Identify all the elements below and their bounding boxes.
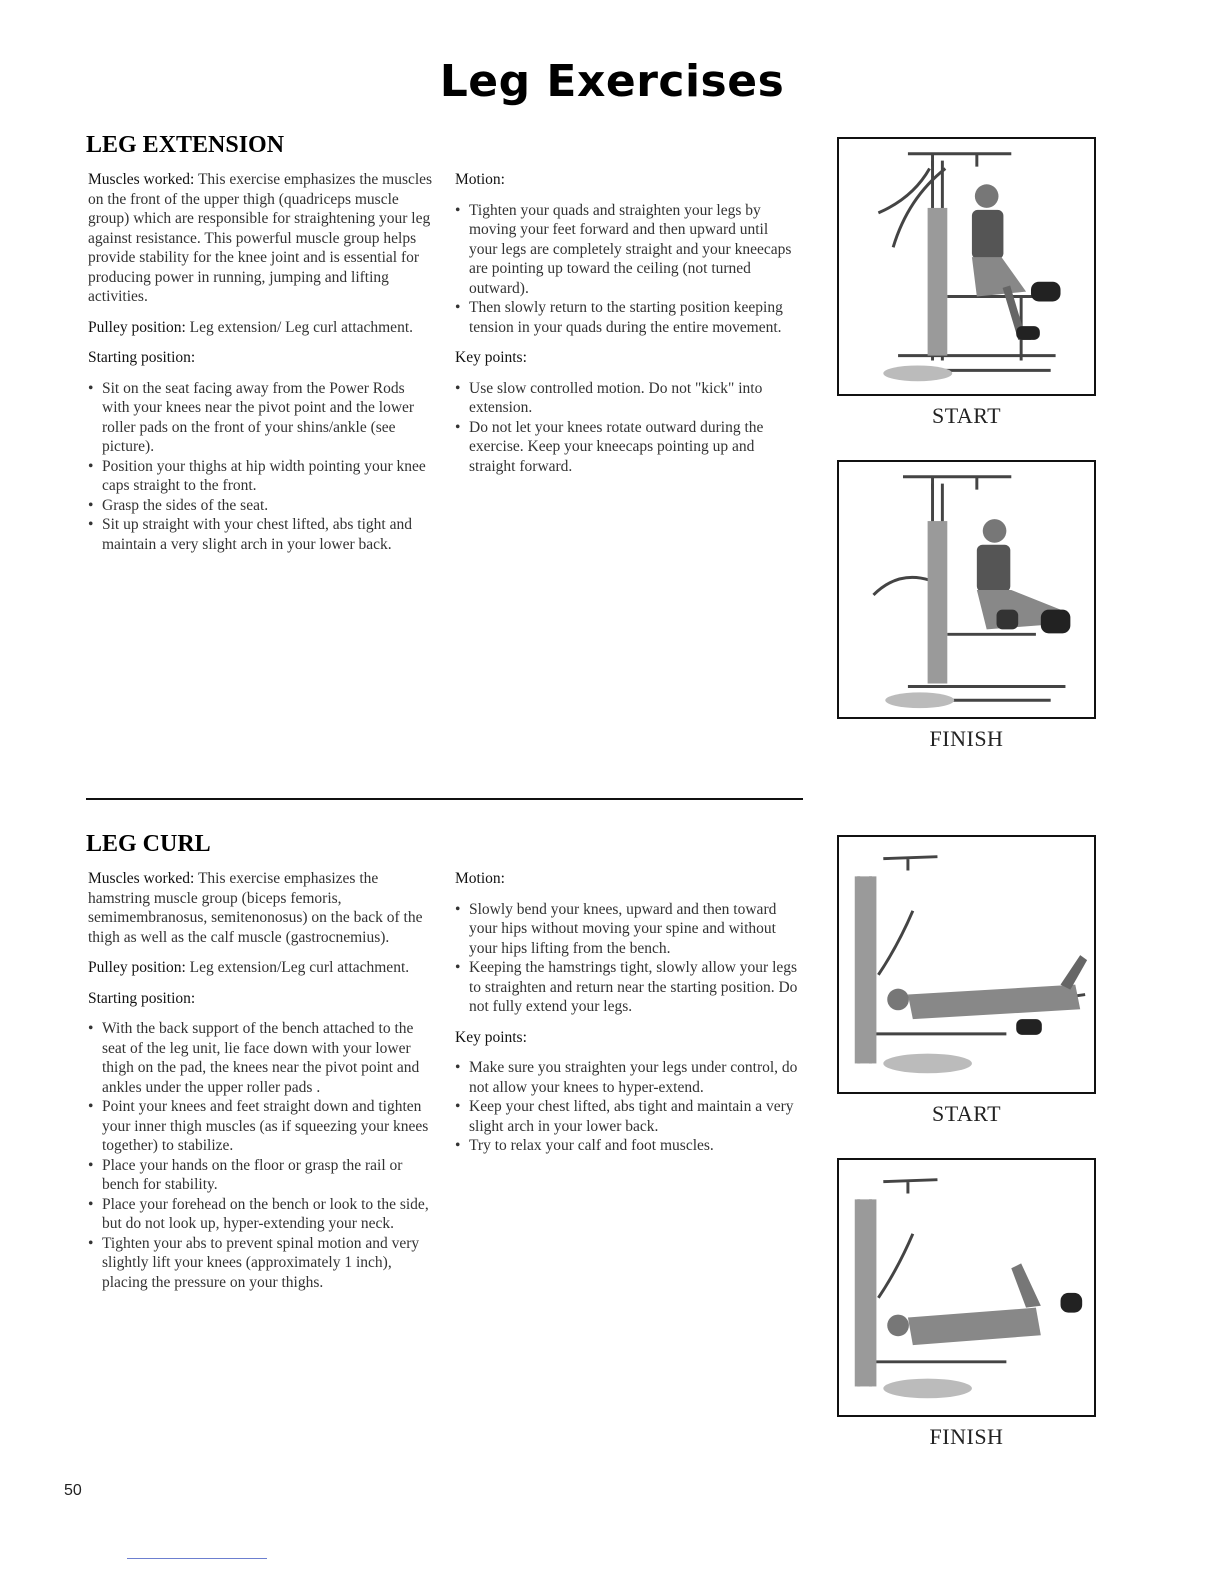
list-item: • Place your forehead on the bench or look to the side, but do not look up, hyper-extending your neck.	[88, 1195, 433, 1234]
muscles-worked-text: This exercise emphasizes the muscles on the front of the upper thigh (quadriceps muscle group) which are responsible for straightening your leg against resistance. This powerful muscle group helps provide stability for the knee joint and is essential for producing power in running, jumping and lifting activities.	[88, 171, 433, 305]
muscles-worked-text: This exercise emphasizes the hamstring muscle group (biceps femoris, semimembranosus, semitenonosus) on the back of the thigh as well as the calf muscle (gastrocnemius).	[88, 870, 423, 946]
pulley-position-text: Leg extension/ Leg curl attachment.	[189, 318, 413, 336]
leg-extension-finish-illustration	[839, 462, 1094, 717]
leg-extension-start-caption: START	[931, 403, 1002, 428]
footer-rule	[127, 1558, 267, 1559]
list-item: • Position your thighs at hip width pointing your knee caps straight to the front.	[88, 457, 433, 496]
starting-position-label: Starting position:	[88, 349, 196, 366]
section-divider	[86, 798, 803, 800]
page-title: Leg Exercises	[439, 56, 785, 107]
motion-label: Motion:	[455, 171, 505, 188]
list-item: • Sit on the seat facing away from the Power Rods with your knees near the pivot point and the lower roller pads on the front of your shins/ankle (see picture).	[88, 379, 433, 457]
list-item: • Keep your chest lifted, abs tight and maintain a very slight arch in your lower back.	[455, 1097, 800, 1136]
leg-extension-left-column	[88, 170, 433, 565]
list-item: • Sit up straight with your chest lifted, abs tight and maintain a very slight arch in your lower back.	[88, 515, 433, 554]
leg-curl-finish-caption: FINISH	[929, 1424, 1004, 1449]
pulley-position-paragraph	[88, 958, 433, 978]
leg-curl-start-caption: START	[931, 1101, 1002, 1126]
muscles-worked-label: Muscles worked:	[88, 870, 195, 887]
leg-curl-start-image	[837, 835, 1096, 1094]
pulley-position-text: Leg extension/Leg curl attachment.	[189, 959, 410, 976]
key-points-list	[455, 379, 800, 477]
key-points-list	[455, 1058, 800, 1156]
list-item: • With the back support of the bench attached to the seat of the leg unit, lie face down with your lower thigh on the pad, the knees near the pivot point and ankles under the upper roller pads .	[88, 1019, 433, 1097]
key-points-label: Key points:	[455, 1028, 527, 1046]
list-item: • Place your hands on the floor or grasp the rail or bench for stability.	[88, 1156, 433, 1195]
list-item: • Tighten your quads and straighten your legs by moving your feet forward and then upward until your legs are completely straight and your kneecaps are pointing up toward the ceiling (not turned outward).	[455, 201, 800, 299]
page-number: 50	[64, 1482, 82, 1499]
leg-extension-finish-caption: FINISH	[929, 726, 1004, 751]
list-item: • Then slowly return to the starting position keeping tension in your quads during the entire movement.	[455, 298, 800, 337]
starting-position-list	[88, 1019, 433, 1292]
list-item: • Make sure you straighten your legs under control, do not allow your knees to hyper-extend.	[455, 1058, 800, 1097]
list-item: • Keeping the hamstrings tight, slowly allow your legs to straighten and return near the starting position. Do not fully extend your legs.	[455, 958, 800, 1017]
leg-curl-start-illustration	[839, 837, 1094, 1092]
leg-curl-right-column	[455, 869, 800, 1167]
list-item: • Use slow controlled motion. Do not "kick" into extension.	[455, 379, 800, 418]
leg-curl-finish-image	[837, 1158, 1096, 1417]
starting-position-label: Starting position:	[88, 989, 196, 1007]
leg-extension-start-image	[837, 137, 1096, 396]
pulley-position-paragraph	[88, 318, 433, 338]
leg-extension-title: LEG EXTENSION	[86, 132, 285, 158]
motion-label: Motion:	[455, 870, 505, 887]
leg-curl-left-column	[88, 869, 433, 1303]
muscles-worked-label: Muscles worked:	[88, 171, 195, 188]
leg-extension-finish-image	[837, 460, 1096, 719]
motion-list	[455, 201, 800, 338]
leg-curl-finish-illustration	[839, 1160, 1094, 1415]
list-item: • Point your knees and feet straight down and tighten your inner thigh muscles (as if squeezing your knees together) to stabilize.	[88, 1097, 433, 1156]
leg-curl-title: LEG CURL	[86, 831, 211, 857]
pulley-position-label: Pulley position:	[88, 959, 186, 976]
list-item: • Do not let your knees rotate outward during the exercise. Keep your kneecaps pointing up and straight forward.	[455, 418, 800, 477]
starting-position-list	[88, 379, 433, 555]
motion-list	[455, 900, 800, 1017]
muscles-worked-paragraph	[88, 869, 433, 947]
pulley-position-label: Pulley position:	[88, 318, 186, 336]
list-item: • Tighten your abs to prevent spinal motion and very slightly lift your knees (approximately 1 inch), placing the pressure on your thighs.	[88, 1234, 433, 1293]
muscles-worked-paragraph	[88, 170, 433, 307]
list-item: • Grasp the sides of the seat.	[88, 496, 433, 516]
list-item: • Slowly bend your knees, upward and then toward your hips without moving your spine and without your hips lifting from the bench.	[455, 900, 800, 959]
leg-extension-right-column	[455, 170, 800, 487]
list-item: • Try to relax your calf and foot muscles.	[455, 1136, 800, 1156]
leg-extension-start-illustration	[839, 139, 1094, 394]
key-points-label: Key points:	[455, 349, 527, 366]
